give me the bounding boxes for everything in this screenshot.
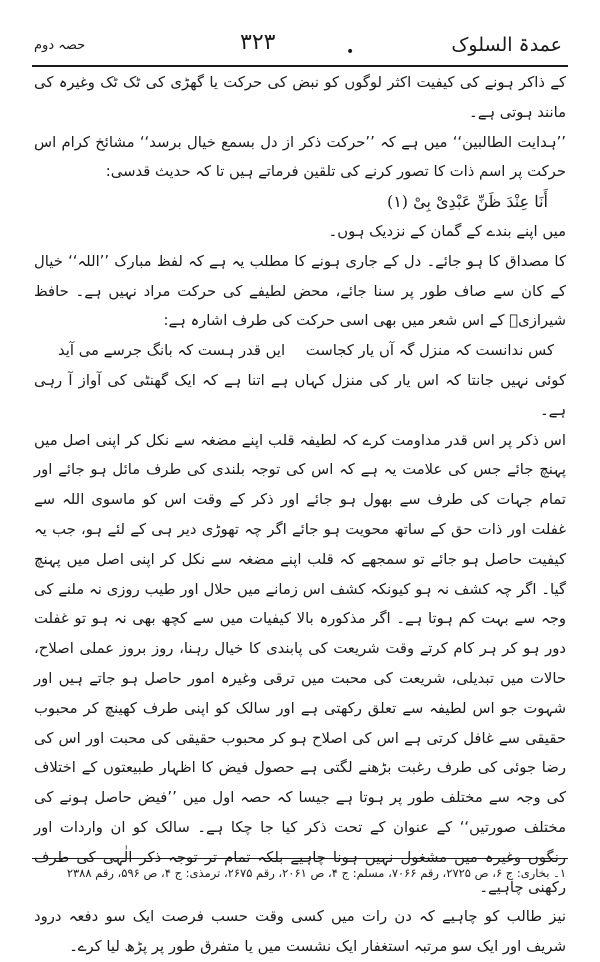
verse-second-half: ایں قدر ہست کہ بانگ جرسے می آید (58, 342, 286, 360)
hadith-arabic: أَنَا عِنْدَ ظَنِّ عَبْدِیْ بِیْ (۱) (386, 192, 548, 212)
page-body (34, 68, 566, 962)
persian-verse (34, 336, 566, 366)
verse-first-half: کس ندانست کہ منزل گہ آں یار کجاست (305, 342, 554, 360)
footnote: ۱۔ بخاری: ج ۶، ص ۲۷۲۵، رقم ۷۰۶۶، مسلم: ج ۴، ص ۲۰۶۱، رقم ۲۶۷۵، ترمذی: ج ۴، ص ۵۹۶، رقم ۲۳۸۸ (66, 866, 566, 880)
header-rule (32, 65, 568, 67)
paragraph: اس ذکر پر اس قدر مداومت کرے کہ لطیفہ قلب اپنے مضغہ سے نکل کر اپنی اصل میں پہنچ جائے جس کی علامت یہ ہے کہ اس کی توجہ بلندی کی طرف مائل ہو جائے اور تمام جہات کی طرف سے بھول ہو جائے اور ذکر کے وقت اس کو ماسوی اللہ سے غفلت اور ذات حق کے ساتھ محویت ہو جائے اگر چہ تھوڑی دیر ہی کے لئے ہو، جب یہ کیفیت حاصل ہو جائے تو سمجھے کہ قلب اپنے مضغہ سے نکل کر اپنی اصل میں پہنچ گیا۔ اگر چہ کشف نہ ہو کیونکہ کشف اس زمانے میں حلال اور طیب روزی نہ ملنے کی وجہ سے بہت کم ہوتا ہے۔ اگر مذکورہ بالا کیفیات میں سے کچھ بھی نہ ہو تو غفلت دور ہو کر ہر کام کرتے وقت شریعت کی پابندی کا خیال رہنا، روز بروز عملی اصلاح، حالات میں تبدیلی، شریعت کی محبت میں ترقی وغیرہ امور حاصل ہو جاتے ہیں اور شہوت جو اس لطیفہ سے تعلق رکھتی ہے اور سالک کو اپنی طرف کھینچ کر محبوب حقیقی سے غافل کرتی ہے اس کی اصلاح ہو کر محبوب حقیقی کی محبت اور اس کی رضا جوئی کی طرف رغبت بڑھنے لگتی ہے حصول فیض کا اظہار طبیعتوں کے اختلاف کی وجہ سے مختلف طور پر ہوتا ہے جیسا کہ حصہ اول میں ’’فیض حاصل ہونے کی مختلف صورتیں‘‘ کے عنوان کے تحت ذکر کیا جا چکا ہے۔ سالک کو ان واردات اور رنگوں وغیرہ میں مشغول نہیں ہونا چاہیے بلکہ تمام تر توجہ ذکر الٰہی کی طرف رکھنی چاہیے۔ (34, 431, 566, 896)
section-label: حصہ دوم (34, 38, 86, 53)
paragraph: ’’ہدایت الطالبین‘‘ میں ہے کہ ’’حرکت ذکر از دل بسمع خیال برسد‘‘ مشائخ کرام اس حرکت پر اسم ذات کا تصور کرنے کی تلقین فرماتے ہیں تا کہ حدیث قدسی: (34, 133, 566, 181)
page-number: ۳۲۳ (240, 30, 276, 55)
verse-translation: کوئی نہیں جانتا کہ اس یار کی منزل کہاں ہے اتنا ہے کہ ایک گھنٹی کی آواز آ رہی ہے۔ (34, 371, 566, 419)
header-dot: • (346, 44, 355, 60)
hadith-translation: میں اپنے بندے کے گمان کے نزدیک ہوں۔ (328, 222, 566, 240)
paragraph: کا مصداق کا ہو جائے۔ دل کے جاری ہونے کا مطلب یہ ہے کہ لفظ مبارک ’’اللہ‘‘ خیال کے کان سے صاف طور پر سنا جائے، محض لطیفے کی حرکت مراد نہیں ہے۔ حافظ شیرازیؒ کے اس شعر میں بھی اسی حرکت کی طرف اشارہ ہے: (34, 252, 566, 330)
paragraph: نیز طالب کو چاہیے کہ دن رات میں کسی وقت حسب فرصت ایک سو دفعہ درود شریف اور ایک سو مرتبہ استغفار ایک نشست میں یا متفرق طور پر پڑھ لیا کرے۔ (34, 908, 566, 956)
paragraph: کے ذاکر ہونے کی کیفیت اکثر لوگوں کو نبض کی حرکت یا گھڑی کی ٹک ٹک وغیرہ کی مانند ہوتی ہے۔ (34, 74, 566, 121)
book-title: عمدۃ السلوک (451, 34, 562, 56)
footnote-rule (32, 858, 568, 859)
